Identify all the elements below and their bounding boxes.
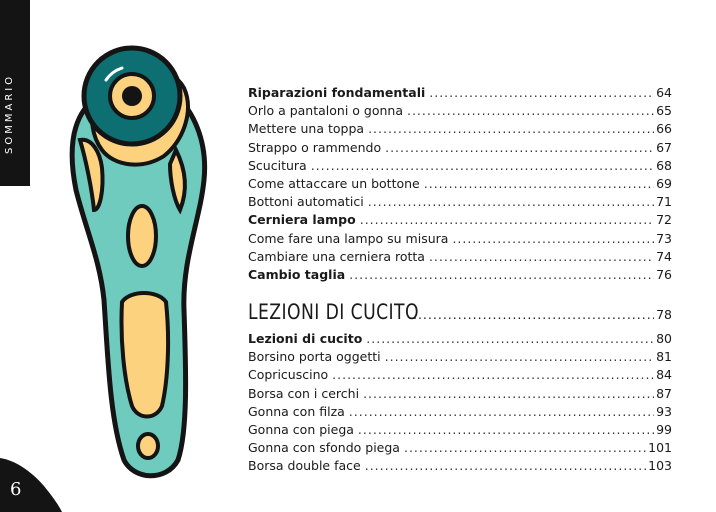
- leader-dots: [360, 211, 654, 229]
- toc-entry[interactable]: [248, 120, 672, 138]
- leader-dots: [332, 366, 654, 384]
- toc-entry-title: Bottoni automatici: [248, 194, 364, 210]
- leader-dots: [311, 157, 654, 175]
- toc-entry[interactable]: [248, 211, 672, 229]
- toc-entry-title: Lezioni di cucito: [248, 331, 363, 347]
- toc-entry-page: 68: [656, 157, 672, 173]
- toc-entry[interactable]: [248, 139, 672, 157]
- toc-entry-page: 74: [656, 248, 672, 264]
- toc-entry-page: 65: [656, 103, 672, 119]
- toc-entry-page: 71: [656, 194, 672, 210]
- toc-entry-title: Cambiare una cerniera rotta: [248, 248, 425, 264]
- toc-entry-title: Gonna con piega: [248, 422, 354, 437]
- toc-entry-page: 80: [656, 331, 672, 347]
- page-number: 6: [10, 479, 22, 500]
- toc-entry[interactable]: [248, 385, 672, 403]
- leader-dots: [404, 439, 646, 457]
- leader-dots: [368, 193, 654, 211]
- toc-entry-page: 101: [648, 440, 672, 456]
- toc-entry-page: 103: [648, 458, 672, 474]
- toc-entry[interactable]: [248, 248, 672, 266]
- toc-group-repairs: [248, 84, 672, 284]
- toc-entry[interactable]: [248, 457, 672, 475]
- toc-entry[interactable]: [248, 84, 672, 102]
- section-page: 78: [656, 307, 672, 323]
- toc-entry-title: Strappo o rammendo: [248, 139, 382, 155]
- toc-entry-title: Borsino porta oggetti: [248, 349, 381, 365]
- leader-dots: [349, 403, 654, 421]
- toc-entry[interactable]: [248, 403, 672, 421]
- leader-dots: [424, 175, 654, 193]
- toc-entry-title: Gonna con filza: [248, 403, 345, 419]
- toc-entry-title: Copricuscino: [248, 367, 329, 383]
- toc-entry-title: Come fare una lampo su misura: [248, 230, 449, 246]
- toc-entry-page: 87: [656, 385, 672, 401]
- leader-dots: [358, 421, 654, 439]
- leader-dots: [408, 307, 654, 322]
- leader-dots: [385, 348, 654, 366]
- toc-entry-page: 84: [656, 367, 672, 383]
- toc-entry-page: 73: [656, 230, 672, 246]
- toc-entry[interactable]: [248, 157, 672, 175]
- sidebar-strip: [0, 0, 30, 186]
- leader-dots: [407, 102, 654, 120]
- toc-entry[interactable]: [248, 421, 672, 439]
- toc-entry-page: 99: [656, 422, 672, 437]
- toc-entry-page: 69: [656, 175, 672, 191]
- toc-entry[interactable]: [248, 348, 672, 366]
- toc-entry-title: Mettere una toppa: [248, 121, 365, 137]
- leader-dots: [366, 330, 654, 348]
- table-of-contents: [248, 84, 672, 476]
- toc-entry-title: Cerniera lampo: [248, 212, 356, 228]
- toc-entry-page: 72: [656, 212, 672, 228]
- toc-entry-title: Cambio taglia: [248, 266, 346, 282]
- toc-entry-page: 66: [656, 121, 672, 137]
- toc-entry-title: Orlo a pantaloni o gonna: [248, 103, 403, 119]
- leader-dots: [368, 120, 654, 138]
- toc-entry[interactable]: [248, 366, 672, 384]
- toc-entry-title: Come attaccare un bottone: [248, 175, 420, 191]
- toc-entry[interactable]: [248, 266, 672, 284]
- toc-entry-page: 67: [656, 139, 672, 155]
- leader-dots: [385, 139, 654, 157]
- leader-dots: [429, 248, 654, 266]
- toc-entry[interactable]: [248, 439, 672, 457]
- toc-entry-title: Borsa con i cerchi: [248, 385, 360, 401]
- toc-entry[interactable]: [248, 230, 672, 248]
- toc-entry-page: 93: [656, 403, 672, 419]
- rotary-cutter-icon: [66, 40, 212, 484]
- toc-entry[interactable]: [248, 330, 672, 348]
- leader-dots: [363, 385, 654, 403]
- toc-group-lessons: [248, 330, 672, 476]
- leader-dots: [365, 457, 646, 475]
- leader-dots: [349, 266, 654, 284]
- toc-entry[interactable]: [248, 175, 672, 193]
- toc-entry-page: 81: [656, 349, 672, 365]
- leader-dots: [429, 84, 654, 102]
- leader-dots: [452, 230, 654, 248]
- toc-entry-title: Borsa double face: [248, 458, 361, 474]
- section-title: LEZIONI DI CUCITO: [248, 300, 419, 325]
- toc-entry-page: 64: [656, 85, 672, 100]
- toc-entry-title: Riparazioni fondamentali: [248, 85, 426, 100]
- toc-entry-title: Scucitura: [248, 157, 307, 173]
- toc-section-heading[interactable]: [248, 300, 672, 330]
- toc-entry[interactable]: [248, 193, 672, 211]
- toc-entry[interactable]: [248, 102, 672, 120]
- toc-entry-page: 76: [656, 266, 672, 282]
- sidebar-label: SOMMARIO: [4, 73, 15, 155]
- toc-entry-title: Gonna con sfondo piega: [248, 440, 400, 456]
